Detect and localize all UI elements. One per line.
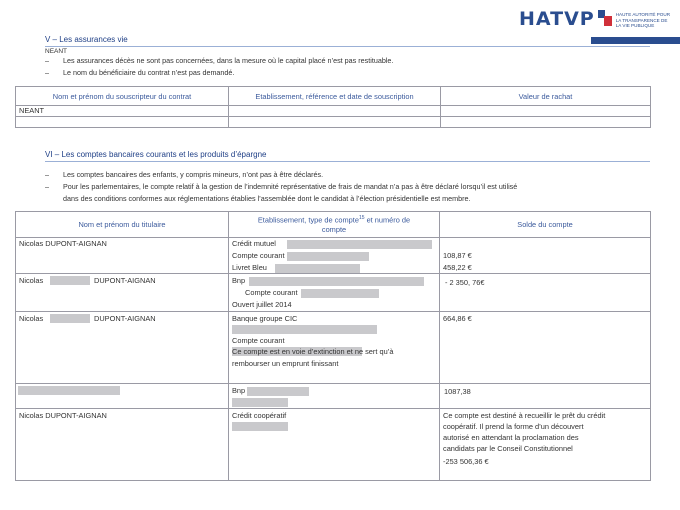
table-row-1-bank: Crédit mutuel Compte courant Livret Bleu — [229, 238, 440, 274]
life-insurance-table — [15, 86, 651, 128]
col-subscriber: Nom et prénom du souscripteur du contrat — [16, 87, 229, 106]
table-row-5-bank: Crédit coopératif — [229, 409, 440, 481]
section5-note: NEANT — [45, 48, 68, 55]
redacted-block — [50, 314, 90, 323]
table-cell — [441, 117, 651, 128]
table-cell — [441, 106, 651, 117]
header-accent-bar — [591, 37, 680, 44]
section6-bullet-2: – Pour les parlementaires, le compte relatif à la gestion de l’indemnité représentative de frais de mandat n’a pas à être déclaré lorsqu’il est utilisé — [45, 182, 518, 191]
redacted-block — [232, 398, 288, 407]
logo-wordmark: HATVP — [519, 8, 595, 30]
logo-flag-icon — [598, 10, 612, 28]
table-row-3-holder: Nicolas DUPONT-AIGNAN — [16, 312, 229, 384]
bank-accounts-table — [15, 211, 651, 481]
table-row-4-holder — [16, 384, 229, 409]
section5-title: V – Les assurances vie — [45, 35, 128, 44]
table-row-2-balance: - 2 350, 76€ — [440, 274, 651, 312]
section5-bullet-1: – Les assurances décès ne sont pas concernées, dans la mesure où le capital placé n’est pas restituable. — [45, 56, 394, 65]
table-row-5-balance: Ce compte est destiné à recueillir le prêt du crédit coopératif. Il prend la forme d’un découvert autorisé en attendant la proclamation des candidats par le Conseil Constitutionnel -253 506,36 € — [440, 409, 651, 481]
redacted-block — [50, 276, 90, 285]
col-bank-account: Etablissement, type de compte$^{15}$ et numéro de compte — [229, 212, 440, 238]
table-cell — [229, 117, 441, 128]
redacted-block — [232, 422, 288, 431]
redacted-block — [287, 240, 432, 249]
redacted-block — [287, 252, 369, 261]
col-balance: Solde du compte — [440, 212, 651, 238]
table-row-1-balance: 108,87 € 458,22 € — [440, 238, 651, 274]
section5-divider — [45, 46, 650, 47]
redacted-block — [18, 386, 120, 395]
redacted-block — [232, 325, 377, 334]
table-row-4-bank: Bnp — [229, 384, 440, 409]
redacted-block — [249, 277, 424, 286]
table-row-2-holder: Nicolas DUPONT-AIGNAN — [16, 274, 229, 312]
redacted-block — [301, 289, 379, 298]
table-row-4-balance: 1087,38 — [440, 384, 651, 409]
table-row-3-balance: 664,86 € — [440, 312, 651, 384]
section6-title: VI – Les comptes bancaires courants et les produits d’épargne — [45, 150, 267, 159]
col-surrender-value: Valeur de rachat — [441, 87, 651, 106]
col-institution: Etablissement, référence et date de souscription — [229, 87, 441, 106]
table-cell — [229, 106, 441, 117]
table-cell — [16, 117, 229, 128]
table-row-1-holder: Nicolas DUPONT-AIGNAN — [16, 238, 229, 274]
redacted-block — [275, 264, 360, 273]
section5-bullet-2: – Le nom du bénéficiaire du contrat n’est pas demandé. — [45, 68, 235, 77]
hatvp-logo — [519, 8, 674, 34]
section6-bullet-3: dans des conditions conformes aux réglementations établies l’assemblée dont le candidat à l’élection présidentielle est membre. — [63, 194, 471, 203]
logo-subtitle: HAUTE AUTORITÉ POUR LA TRANSPARENCE DE LA VIE PUBLIQUE — [615, 12, 671, 29]
table-row-5-holder: Nicolas DUPONT-AIGNAN — [16, 409, 229, 481]
section6-divider — [45, 161, 650, 162]
table-row-2-bank: Bnp Compte courant Ouvert juillet 2014 — [229, 274, 440, 312]
table-row-3-bank: Banque groupe CIC Compte courant Ce compte est en voie d’extinction et ne sert qu’à rembourser un emprunt finissant — [229, 312, 440, 384]
col-holder: Nom et prénom du titulaire — [16, 212, 229, 238]
redacted-block — [247, 387, 309, 396]
table-cell: NEANT — [16, 106, 229, 117]
section6-bullet-1: – Les comptes bancaires des enfants, y compris mineurs, n’ont pas à être déclarés. — [45, 170, 324, 179]
